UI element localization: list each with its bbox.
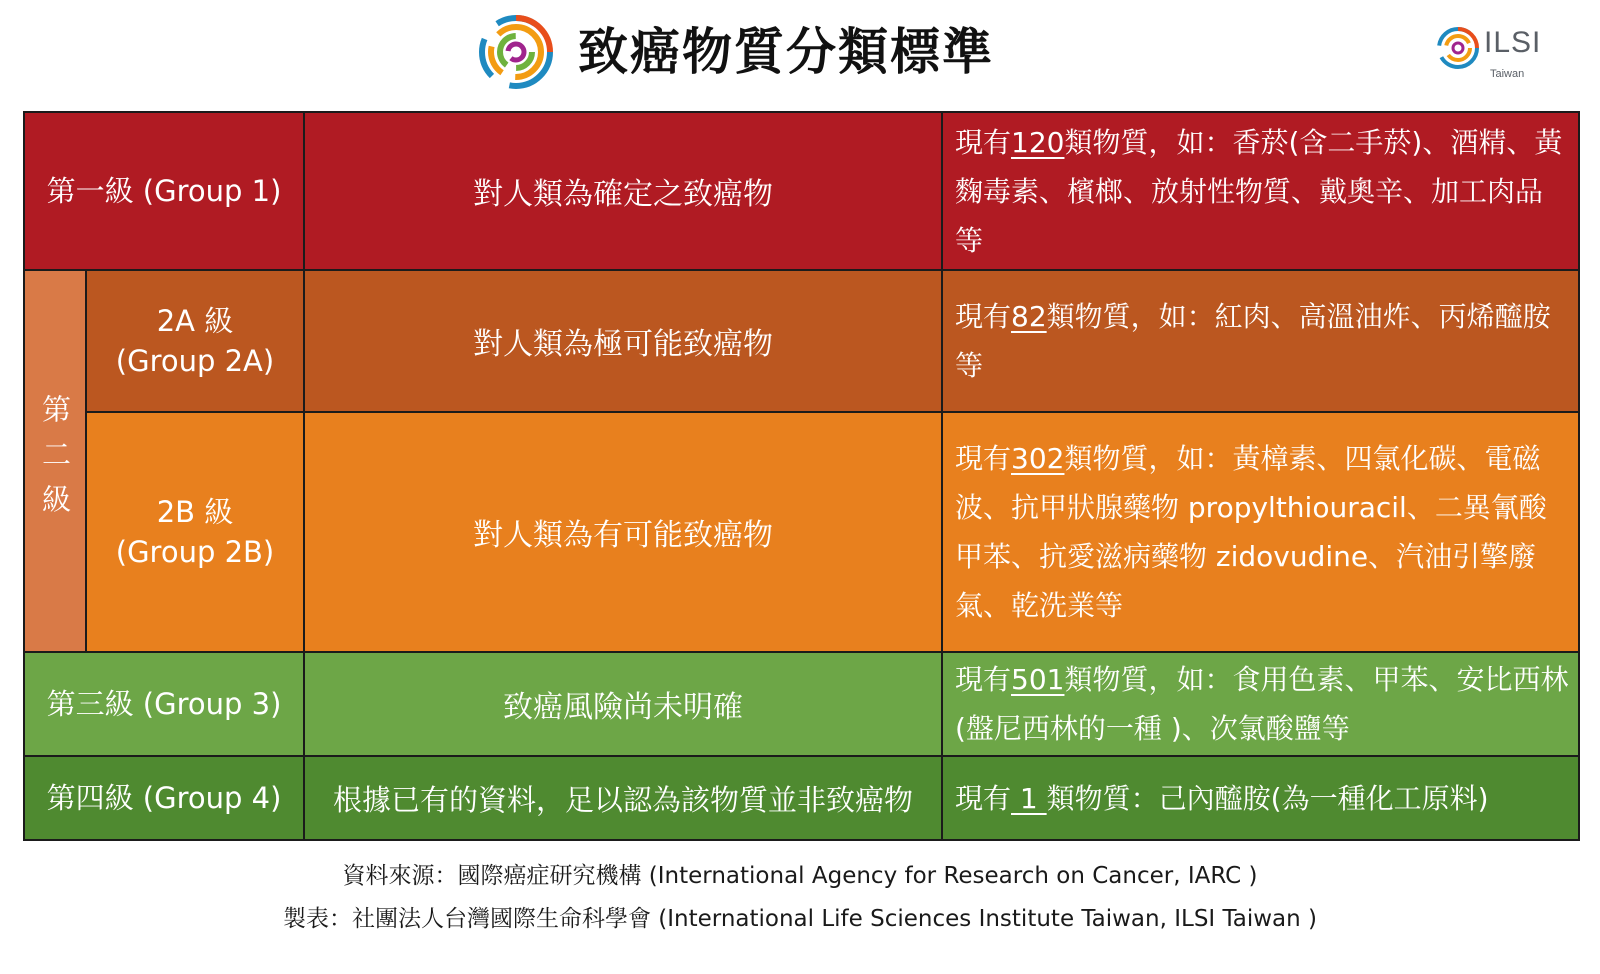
group4-level-cell [25,757,305,839]
group1-description: 對人類為確定之致癌物 [473,177,773,212]
group2b-description: 對人類為有可能致癌物 [473,518,773,553]
group2b-example-text: 類物質，如：黃樟素、四氯化碳、電磁波、抗甲狀腺藥物 propylthiouracil、二異氰酸甲苯、抗愛滋病藥物 zidovudine、汽油引擎廢氣、乾洗業等 [955,442,1547,622]
ilsi-logo-icon [1436,26,1480,70]
group3-description-cell [305,653,943,757]
group2-merged-label-cell [25,271,87,653]
footer-source: 資料來源：國際癌症研究機構 (International Agency for Research on Cancer, IARC ) [342,863,1258,889]
footer-maker: 製表：社團法人台灣國際生命科學會 (International Life Sciences Institute Taiwan, ILSI Taiwan ) [282,906,1318,932]
group3-level-label: 第三級 (Group 3) [46,687,282,721]
group4-example-text: 類物質：己內醯胺(為一種化工原料) [1046,781,1489,815]
group2b-examples [955,434,1570,630]
group2a-level-cell [87,271,305,413]
group3-example-prefix: 現有 [955,663,1012,696]
ilsi-logo-text: ILSI [1484,26,1542,59]
group2b-examples-cell [943,413,1578,653]
group1-level-cell [25,113,305,271]
group2a-example-count: 82 [1011,300,1047,333]
carcinogen-classification-table [23,111,1580,841]
group1-level-label: 第一級 (Group 1) [46,174,282,208]
ilsi-logo-subtext: Taiwan [1490,68,1525,80]
group2a-example-text: 類物質，如：紅肉、高溫油炸、丙烯醯胺等 [955,300,1551,382]
group3-description: 致癌風險尚未明確 [503,690,743,725]
group1-description-cell [305,113,943,271]
group4-example-prefix: 現有 [955,781,1012,815]
circular-logo-icon [478,14,554,90]
group4-examples [955,774,1489,823]
group4-example-count: 1 [1011,781,1047,815]
group2b-level-line2: (Group 2B) [115,535,275,569]
group2a-description: 對人類為極可能致癌物 [473,327,773,362]
group2-vertical-label: 第二級 [38,393,72,529]
page-header [0,0,1600,110]
group2b-example-prefix: 現有 [955,442,1012,475]
group3-examples-cell [943,653,1578,757]
group1-example-prefix: 現有 [955,125,1012,159]
group2a-level-line1: 2A 級 [156,304,234,338]
group1-examples [955,118,1570,265]
page-title: 致癌物質分類標準 [578,23,994,81]
group2b-description-cell [305,413,943,653]
group2b-example-count: 302 [1011,442,1065,475]
group1-examples-cell [943,113,1578,271]
group1-example-text: 類物質，如：香菸(含二手菸)、酒精、黃麴毒素、檳榔、放射性物質、戴奧辛、加工肉品等 [955,125,1563,257]
group4-description-cell [305,757,943,839]
group3-example-count: 501 [1011,663,1065,696]
group3-level-cell [25,653,305,757]
group2a-examples [955,292,1570,390]
group2b-level-line1: 2B 級 [156,495,234,529]
group3-example-text: 類物質，如：食用色素、甲苯、安比西林 (盤尼西林的一種 )、次氯酸鹽等 [955,663,1569,745]
group2a-level-line2: (Group 2A) [115,344,275,378]
group4-examples-cell [943,757,1578,839]
group4-level-label: 第四級 (Group 4) [46,781,282,815]
group2b-level-cell [87,413,305,653]
group2a-example-prefix: 現有 [955,300,1012,333]
group4-description: 根據已有的資料，足以認為該物質並非致癌物 [332,782,913,817]
group3-examples [955,655,1570,753]
group2a-description-cell [305,271,943,413]
group1-example-count: 120 [1011,125,1065,159]
group2a-examples-cell [943,271,1578,413]
